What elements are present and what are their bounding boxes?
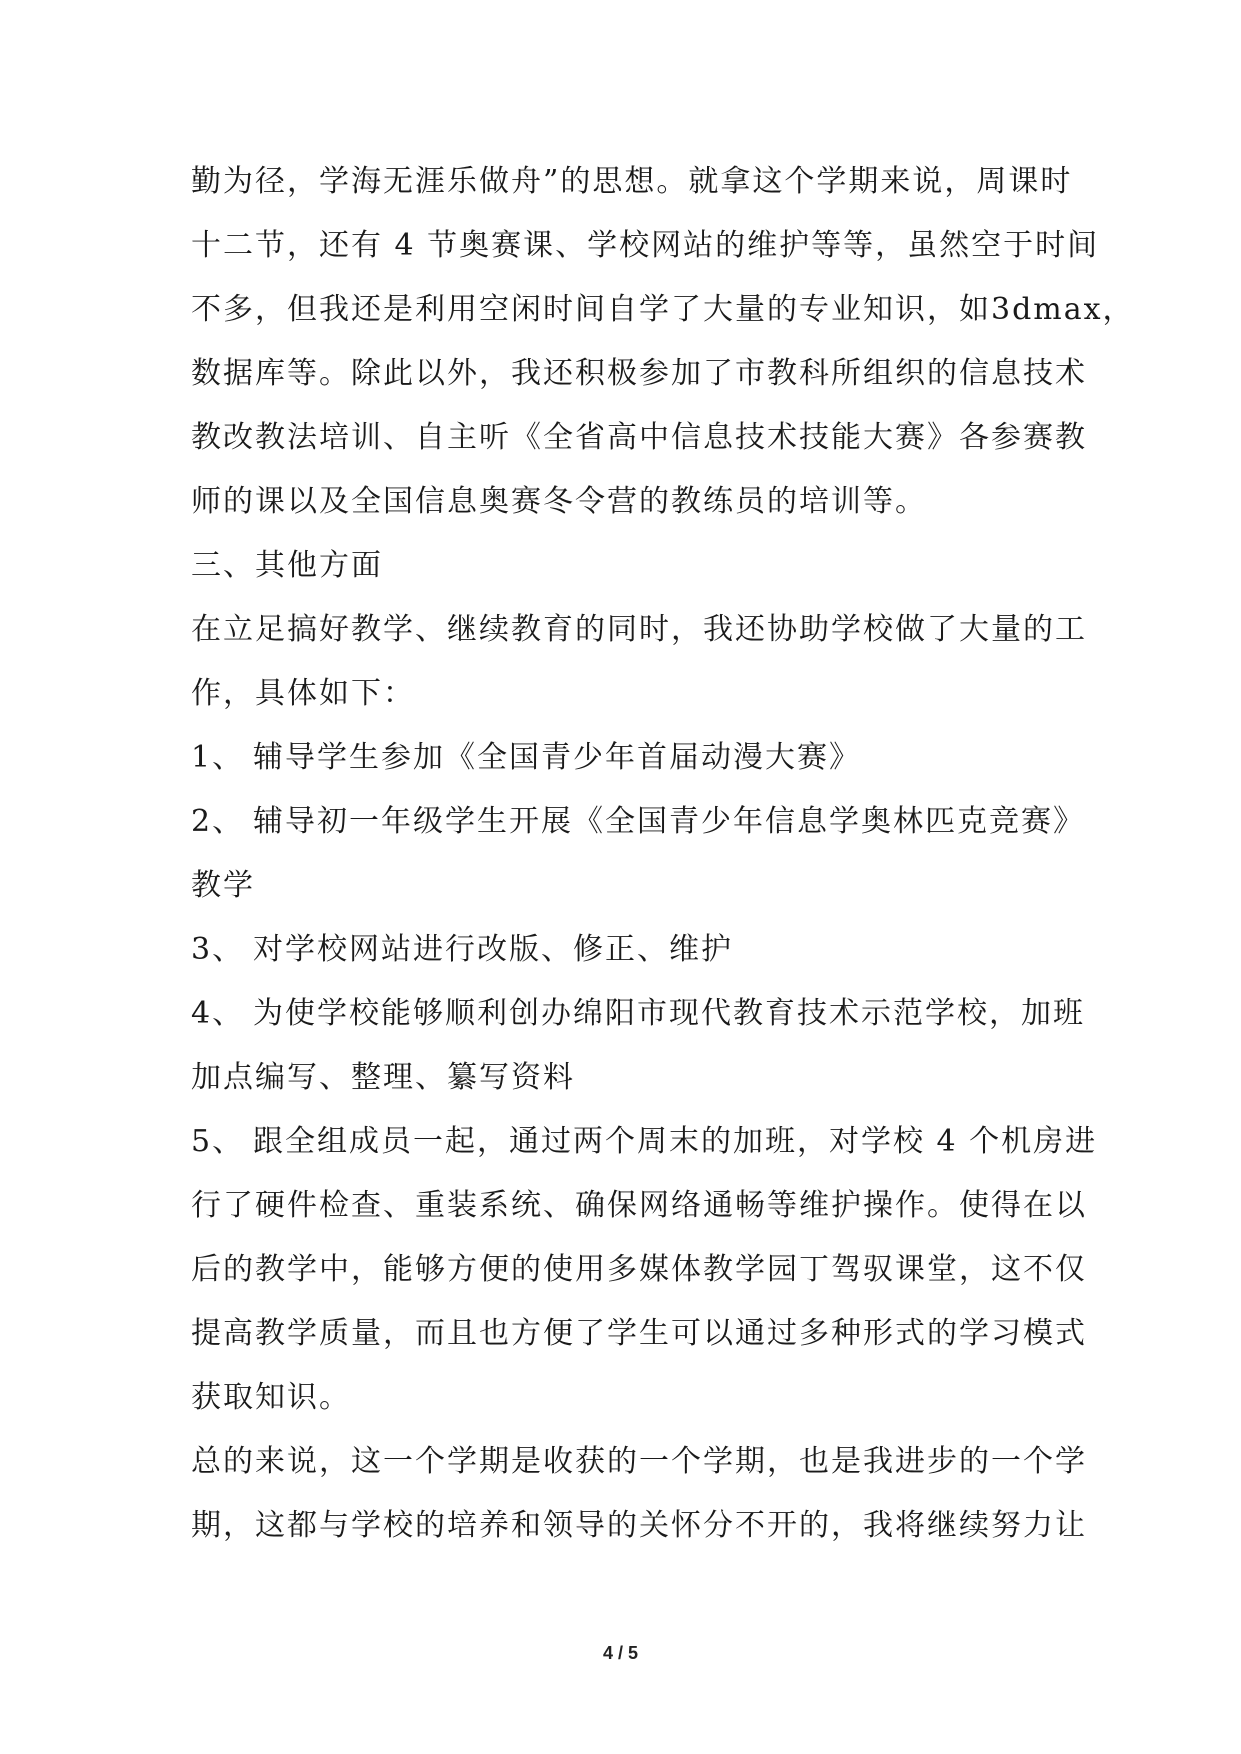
list-item-text: 跟全组成员一起，通过两个周末的加班，对学校 4 个机房进 (253, 1124, 1098, 1159)
list-item-continuation: 加点编写、整理、纂写资料 (191, 1060, 575, 1095)
list-item-number: 1、 (191, 740, 245, 775)
section-heading: 三、其他方面 (191, 548, 383, 583)
paragraph-line: 在立足搞好教学、继续教育的同时，我还协助学校做了大量的工 (191, 612, 1087, 647)
list-item-number: 2、 (191, 804, 245, 839)
list-item-continuation: 提高教学质量，而且也方便了学生可以通过多种形式的学习模式 (191, 1316, 1087, 1351)
list-item-text: 辅导学生参加《全国青少年首届动漫大赛》 (253, 740, 861, 775)
list-item (191, 738, 861, 778)
list-item-number: 5、 (191, 1124, 245, 1159)
list-item-text: 辅导初一年级学生开展《全国青少年信息学奥林匹克竞赛》 (253, 804, 1085, 839)
page-number: 4 / 5 (602, 1643, 639, 1663)
paragraph-line: 不多，但我还是利用空闲时间自学了大量的专业知识，如3dmax， (191, 292, 1135, 327)
list-item-continuation: 后的教学中，能够方便的使用多媒体教学园丁驾驭课堂，这不仅 (191, 1252, 1087, 1287)
list-item-text: 对学校网站进行改版、修正、维护 (253, 932, 733, 967)
paragraph-line: 总的来说，这一个学期是收获的一个学期，也是我进步的一个学 (191, 1444, 1087, 1479)
paragraph-line: 师的课以及全国信息奥赛冬令营的教练员的培训等。 (191, 484, 927, 519)
list-item (191, 1122, 1097, 1162)
paragraph-line: 期，这都与学校的培养和领导的关怀分不开的，我将继续努力让 (191, 1508, 1087, 1543)
list-item-continuation: 教学 (191, 868, 255, 903)
list-item (191, 802, 1085, 842)
paragraph-line: 作，具体如下： (191, 676, 415, 711)
paragraph-line: 十二节，还有 4 节奥赛课、学校网站的维护等等，虽然空于时间 (191, 228, 1100, 263)
list-item-continuation: 行了硬件检查、重装系统、确保网络通畅等维护操作。使得在以 (191, 1188, 1087, 1223)
list-item-number: 4、 (191, 996, 245, 1031)
list-item-text: 为使学校能够顺利创办绵阳市现代教育技术示范学校，加班 (253, 996, 1085, 1031)
list-item-continuation: 获取知识。 (191, 1380, 351, 1415)
list-item-number: 3、 (191, 932, 245, 967)
list-item (191, 994, 1085, 1034)
paragraph-line: 教改教法培训、自主听《全省高中信息技术技能大赛》各参赛教 (191, 420, 1087, 455)
paragraph-line: 数据库等。除此以外，我还积极参加了市教科所组织的信息技术 (191, 356, 1087, 391)
paragraph-line: 勤为径，学海无涯乐做舟”的思想。就拿这个学期来说，周课时 (191, 164, 1073, 199)
list-item (191, 930, 733, 970)
